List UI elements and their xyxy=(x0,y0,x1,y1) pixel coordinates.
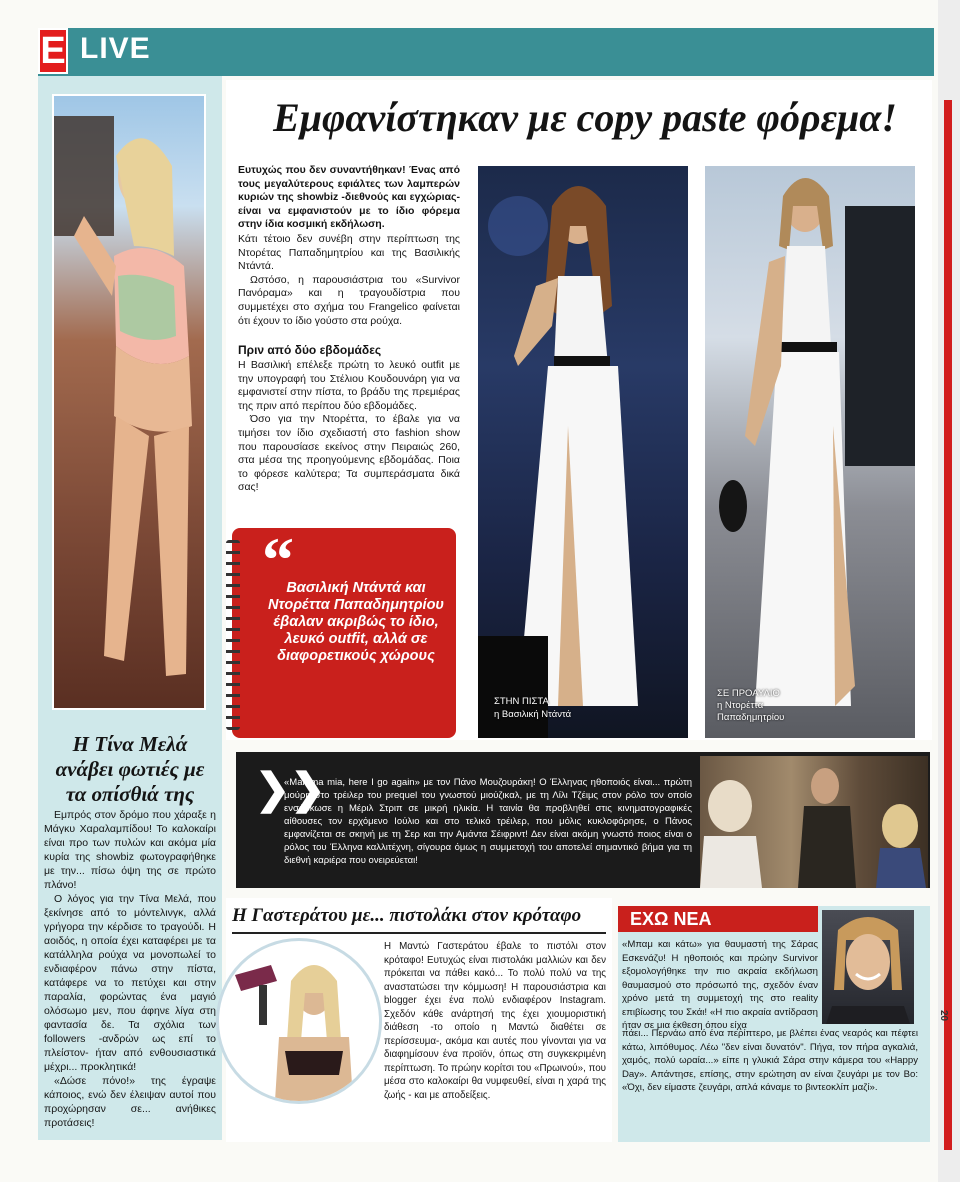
outdoor-photo xyxy=(705,166,915,738)
caption-line: Παπαδημητρίου xyxy=(717,712,785,723)
main-subheading: Πριν από δύο εβδομάδες xyxy=(238,343,382,357)
main-paragraph: Η Βασιλική επέλεξε πρώτη το λευκό outfit με την υπογραφή του Στέλιου Κουδουνάρη για να εμφανιστεί στην πίστα, το βράδυ της πρεμιέρας της πριν από περίπου δύο εβδομάδες. xyxy=(238,359,460,412)
singer-white-dress-illustration xyxy=(478,166,688,738)
left-paragraph: «Δώσε πόνο!» της έγραψε κάποιος, ενώ δεν έλειψαν αυτοί που προχώρησαν σε... ανήθικες προτάσεις! xyxy=(44,1075,216,1129)
main-paragraph: Ωστόσο, η παρουσιάστρια του «Survivor Πανόραμα» και η τραγουδίστρια που συμμετέχει στο σχήμα του Frangelico φαίνεται ότι έχουν το ίδιο γούστο στα ρούχα. xyxy=(238,273,460,327)
section-label: LIVE xyxy=(80,32,151,65)
woman-swimsuit-illustration xyxy=(54,96,204,708)
page-number: 20 xyxy=(938,1009,950,1022)
woman-hairdryer-illustration xyxy=(219,941,379,1101)
portrait-photo xyxy=(822,910,914,1024)
main-title: Εμφανίστηκαν με copy paste φόρεμα! xyxy=(273,95,897,140)
caption-line: ΣΤΗΝ ΠΙΣΤΑ xyxy=(494,696,549,707)
news-tag: ΕΧΩ ΝΕΑ xyxy=(618,906,818,932)
main-intro: Ευτυχώς που δεν συναντήθηκαν! Ένας από τους μεγαλύτερους εφιάλτες των λαμπερών κυριών της showbiz -διεθνούς και εγχώριας- είναι να εμφανιστούν με το ίδιο φόρεμα στην ίδια κοσμική εκδήλωση. xyxy=(238,164,460,231)
hairdryer-text: Η Μαντώ Γαστεράτου έβαλε το πιστόλι στον κρόταφο! Ευτυχώς είναι πιστολάκι μαλλιών και δεν πρόκειται να πάθει κακό... Το πολύ πολύ να της αναστατώσει την κόμμωση! Η παρουσιάστρια και blogger έχει ένα πολύ ενδιαφέρον Instagram. Σχεδόν κάθε ανάρτησή της έχει χιουμοριστική διάθεση -το οποίο η Μαντώ διαθέτει σε περίσσευμα-, ακόμα και αυτές που γίνονται για να διαφημίσουν ένα προϊόν, όπως στη συγκεκριμένη περίπτωση. Το πρώην κορίτσι του «Πρωινού», που μέσα στο καλοκαίρι θα νυμφευθεί, είναι η χαρά της ζωής - και με αποδείξεις. xyxy=(384,941,606,1101)
presenter-white-dress-illustration xyxy=(705,166,915,738)
movie-scene-illustration xyxy=(700,756,928,888)
caption-line: ΣΕ ΠΡΟΑΥΛΙΟ xyxy=(717,688,780,699)
stage-photo xyxy=(478,166,688,738)
magazine-logo: E xyxy=(38,28,68,74)
divider xyxy=(232,932,606,934)
main-paragraph: Κάτι τέτοιο δεν συνέβη στην περίπτωση της Ντορέτας Παπαδημητρίου και της Βασιλικής Ντάντά. xyxy=(238,233,460,273)
main-body-2 xyxy=(238,359,460,495)
caption-line: η Ντορέττα xyxy=(717,700,764,711)
smiling-woman-illustration xyxy=(822,910,914,1024)
pull-quote: Βασιλική Ντάντά και Ντορέττα Παπαδημητρίου έβαλαν ακριβώς το ίδιο, λευκό outfit, αλλά σε διαφορετικούς χώρους xyxy=(267,580,445,664)
left-headline: Η Τίνα Μελά ανάβει φωτιές με τα οπίσθιά της xyxy=(55,732,205,806)
movie-still-photo xyxy=(700,756,928,888)
main-body-1 xyxy=(238,233,460,328)
hairdryer-headline: Η Γαστεράτου με... πιστολάκι στον κρόταφο xyxy=(232,905,582,926)
quote-mark-icon: “ xyxy=(262,524,294,595)
hairdryer-photo xyxy=(216,938,382,1104)
red-edge-bar xyxy=(944,100,952,1150)
left-article-body xyxy=(44,808,216,1130)
section-header-bar xyxy=(38,28,934,76)
news-text-2: πάει... Περνάω από ένα περίπτερο, με βλέπει ένας νεαρός και πέφτει κάτω, λιπόθυμος. Λέω "δεν είναι δυνατόν". Πήγα, τον πήρα αγκαλιά, χαμός, πολύ ωραία...» είπε η γλυκιά Σάρα στην κάμερα του «Happy Day». Απάντησε, επίσης, στην ερώτηση αν είναι ζευγάρι με τον Βο: «Όχι, δεν είμαστε ζευγάρι, απλά κάναμε το βιντεοκλίπ μαζί». xyxy=(622,1028,918,1093)
left-paragraph: Ο λόγος για την Τίνα Μελά, που ξεκίνησε από το μόντελινγκ, αλλά γρήγορα την κέρδισε το τραγούδι. Η αοιδός, η οποία έχει καταφέρει με τα κατάλληλα ρούχα να μονοπωλεί το ενδιαφέρον πάνω στην πίστα, κατάφερε να το πετύχει και στην παραλία, φορώντας ένα μαγιό ολόσωμο μεν, που άφηνε λίγα στη φαντασία δε. Τα σχόλια των followers -ανδρών ως επί το πλείστον- ήταν από ενθουσιαστικά μέχρι... προκλητικά! xyxy=(44,893,216,1073)
left-paragraph: Εμπρός στον δρόμο που χάραξε η Μάγκυ Χαραλαμπίδου! Το καλοκαίρι είναι προ των πυλών και ακόμα μία κυρία της showbiz φωτογραφήθηκε με την... πίσω όψη της σε πρώτο πλάνο! xyxy=(44,809,216,891)
main-paragraph: Όσο για την Ντορέττα, το έβαλε για να τιμήσει τον ίδιο σχεδιαστή στο fashion show που παρουσίασε εκείνος στην Πειραιώς 260, στα μέσα της προηγούμενης εβδομάδας. Ποια το φόρεσε καλύτερα; Τα συμπεράσματα δικά σας! xyxy=(238,413,460,494)
beach-photo xyxy=(52,94,206,710)
caption-line: η Βασιλική Ντάντά xyxy=(494,709,572,720)
film-news-text: «Mamma mia, here I go again» με τον Πάνο Μουζουράκη! Ο Έλληνας ηθοποιός είναι... πρώτη μούρη στο τρέιλερ του prequel του γνωστού μιούζικαλ, με τη Λίλι Τζέιμς στον ρόλο τον οποίο ενσάρκωσε η Μέριλ Στριπ σε μικρή ηλικία. Η ταινία θα προβληθεί στις κινηματογραφικές αίθουσες τον ερχόμενο Ιούλιο και στο τελικό τρέιλερ, που μόλις κυκλοφόρησε, ο Πάνος εμφανίζεται σε σκηνή με τη Σερ και την Αμάντα Σέιφριντ! Δεν είναι ακόμη γνωστό ποιος είναι ο ρόλος του Έλληνα καλλιτέχνη, σίγουρα όμως η συμμετοχή του αποτελεί σημαντικό βήμα για τη διεθνή καριέρα που ονειρεύεται! xyxy=(284,777,692,866)
quote-mark-icon: ❯❯ xyxy=(255,767,326,813)
notebook-spiral xyxy=(226,540,240,730)
news-text-1: «Μπαμ και κάτω» για θαυμαστή της Σάρας Εσκενάζυ! Η ηθοποιός και πρώην Survivor εξομολογήθηκε την πιο ακραία εκδήλωση θαυμασμού στο πρόσωπό της, σχεδόν έναν χρόνο μετά τη συμμετοχή της στο reality επιβίωσης του Σκάι! «Η πιο ακραία αντίδραση ήταν σε μια έκθεση όπου είχα xyxy=(622,939,818,1031)
